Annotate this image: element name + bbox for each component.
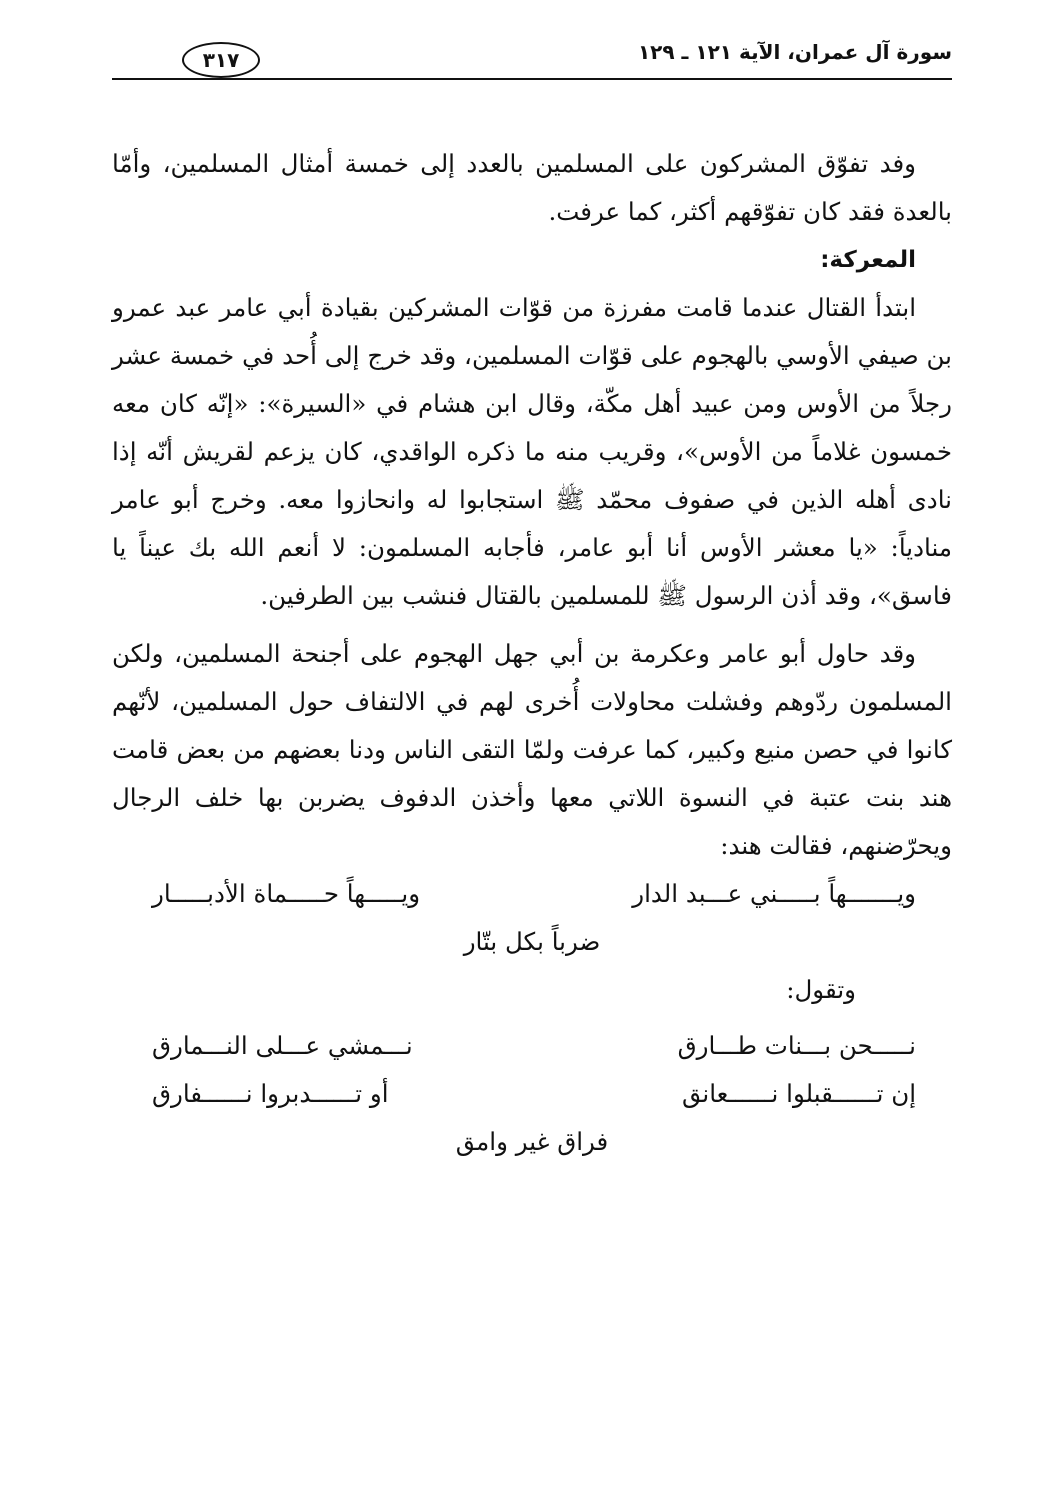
verse-closing-line: فراق غير وامق xyxy=(455,1127,609,1156)
paragraph-hind: وقد حاول أبو عامر وعكرمة بن أبي جهل الهجوم على أجنحة المسلمين، ولكن المسلمون ردّوهم وفشلت محاولات أُخرى لهم في الالتفاف حول المسلمين، لأنّهم كانوا في حصن منيع وكبير، كما عرفت ولمّا التقى الناس ودنا بعضهم من بعض قامت هند بنت عتبة في النسوة اللاتي معها وأخذن الدفوف يضربن بها خلف الرجال ويحرّضنهم، فقالت هند: xyxy=(112,639,952,860)
poem-intro: وتقول: xyxy=(786,975,856,1004)
book-page xyxy=(112,32,952,1472)
page-number-badge: ٣١٧ xyxy=(182,42,260,78)
verse-hemistich-left: ويـــــهاً حـــــماة الأدبـــــار xyxy=(152,879,421,908)
verse-hemistich-right: إن تــــــقبلوا نــــــعانق xyxy=(681,1079,916,1108)
paragraph-forces: وفد تفوّق المشركون على المسلمين بالعدد إلى خمسة أمثال المسلمين، وأمّا بالعدة فقد كان تفوّقهم أكثر، كما عرفت. xyxy=(112,149,952,226)
verse-hemistich-right: نـــــحن بـــنات طـــارق xyxy=(677,1031,916,1060)
verse-row xyxy=(112,1070,952,1118)
verse-row xyxy=(112,1022,952,1070)
poem-hind-1 xyxy=(112,870,952,966)
body-text xyxy=(112,140,952,1166)
poem-hind-2 xyxy=(112,1022,952,1166)
header-rule xyxy=(112,78,952,80)
verse-hemistich-left: نـــمشي عـــلى النـــمارق xyxy=(152,1031,413,1060)
verse-hemistich-left: أو تــــــدبروا نــــــفارق xyxy=(152,1079,389,1108)
verse-closing-line: ضرباً بكل بتّار xyxy=(463,927,601,956)
verse-hemistich-right: ويـــــــهاً بـــــني عـــبد الدار xyxy=(632,879,916,908)
section-heading-battle: المعركة: xyxy=(820,247,916,273)
paragraph-battle-start: ابتدأ القتال عندما قامت مفرزة من قوّات المشركين بقيادة أبي عامر عبد عمرو بن صيفي الأوسي بالهجوم على قوّات المسلمين، وقد خرج إلى أُحد في خمسة عشر رجلاً من الأوس ومن عبيد أهل مكّة، وقال ابن هشام في «السيرة»: «إنّه كان معه خمسون غلاماً من الأوس»، وقريب منه ما ذكره الواقدي، كان يزعم لقريش أنّه إذا نادى أهله الذين في صفوف محمّد ﷺ استجابوا له وانحازوا معه. وخرج أبو عامر منادياً: «يا معشر الأوس أنا أبو عامر، فأجابه المسلمون: لا أنعم الله بك عيناً يا فاسق»، وقد أذن الرسول ﷺ للمسلمين بالقتال فنشب بين الطرفين. xyxy=(112,293,952,610)
verse-row xyxy=(112,870,952,918)
running-title: سورة آل عمران، الآية ١٢١ ـ ١٢٩ xyxy=(637,40,952,64)
